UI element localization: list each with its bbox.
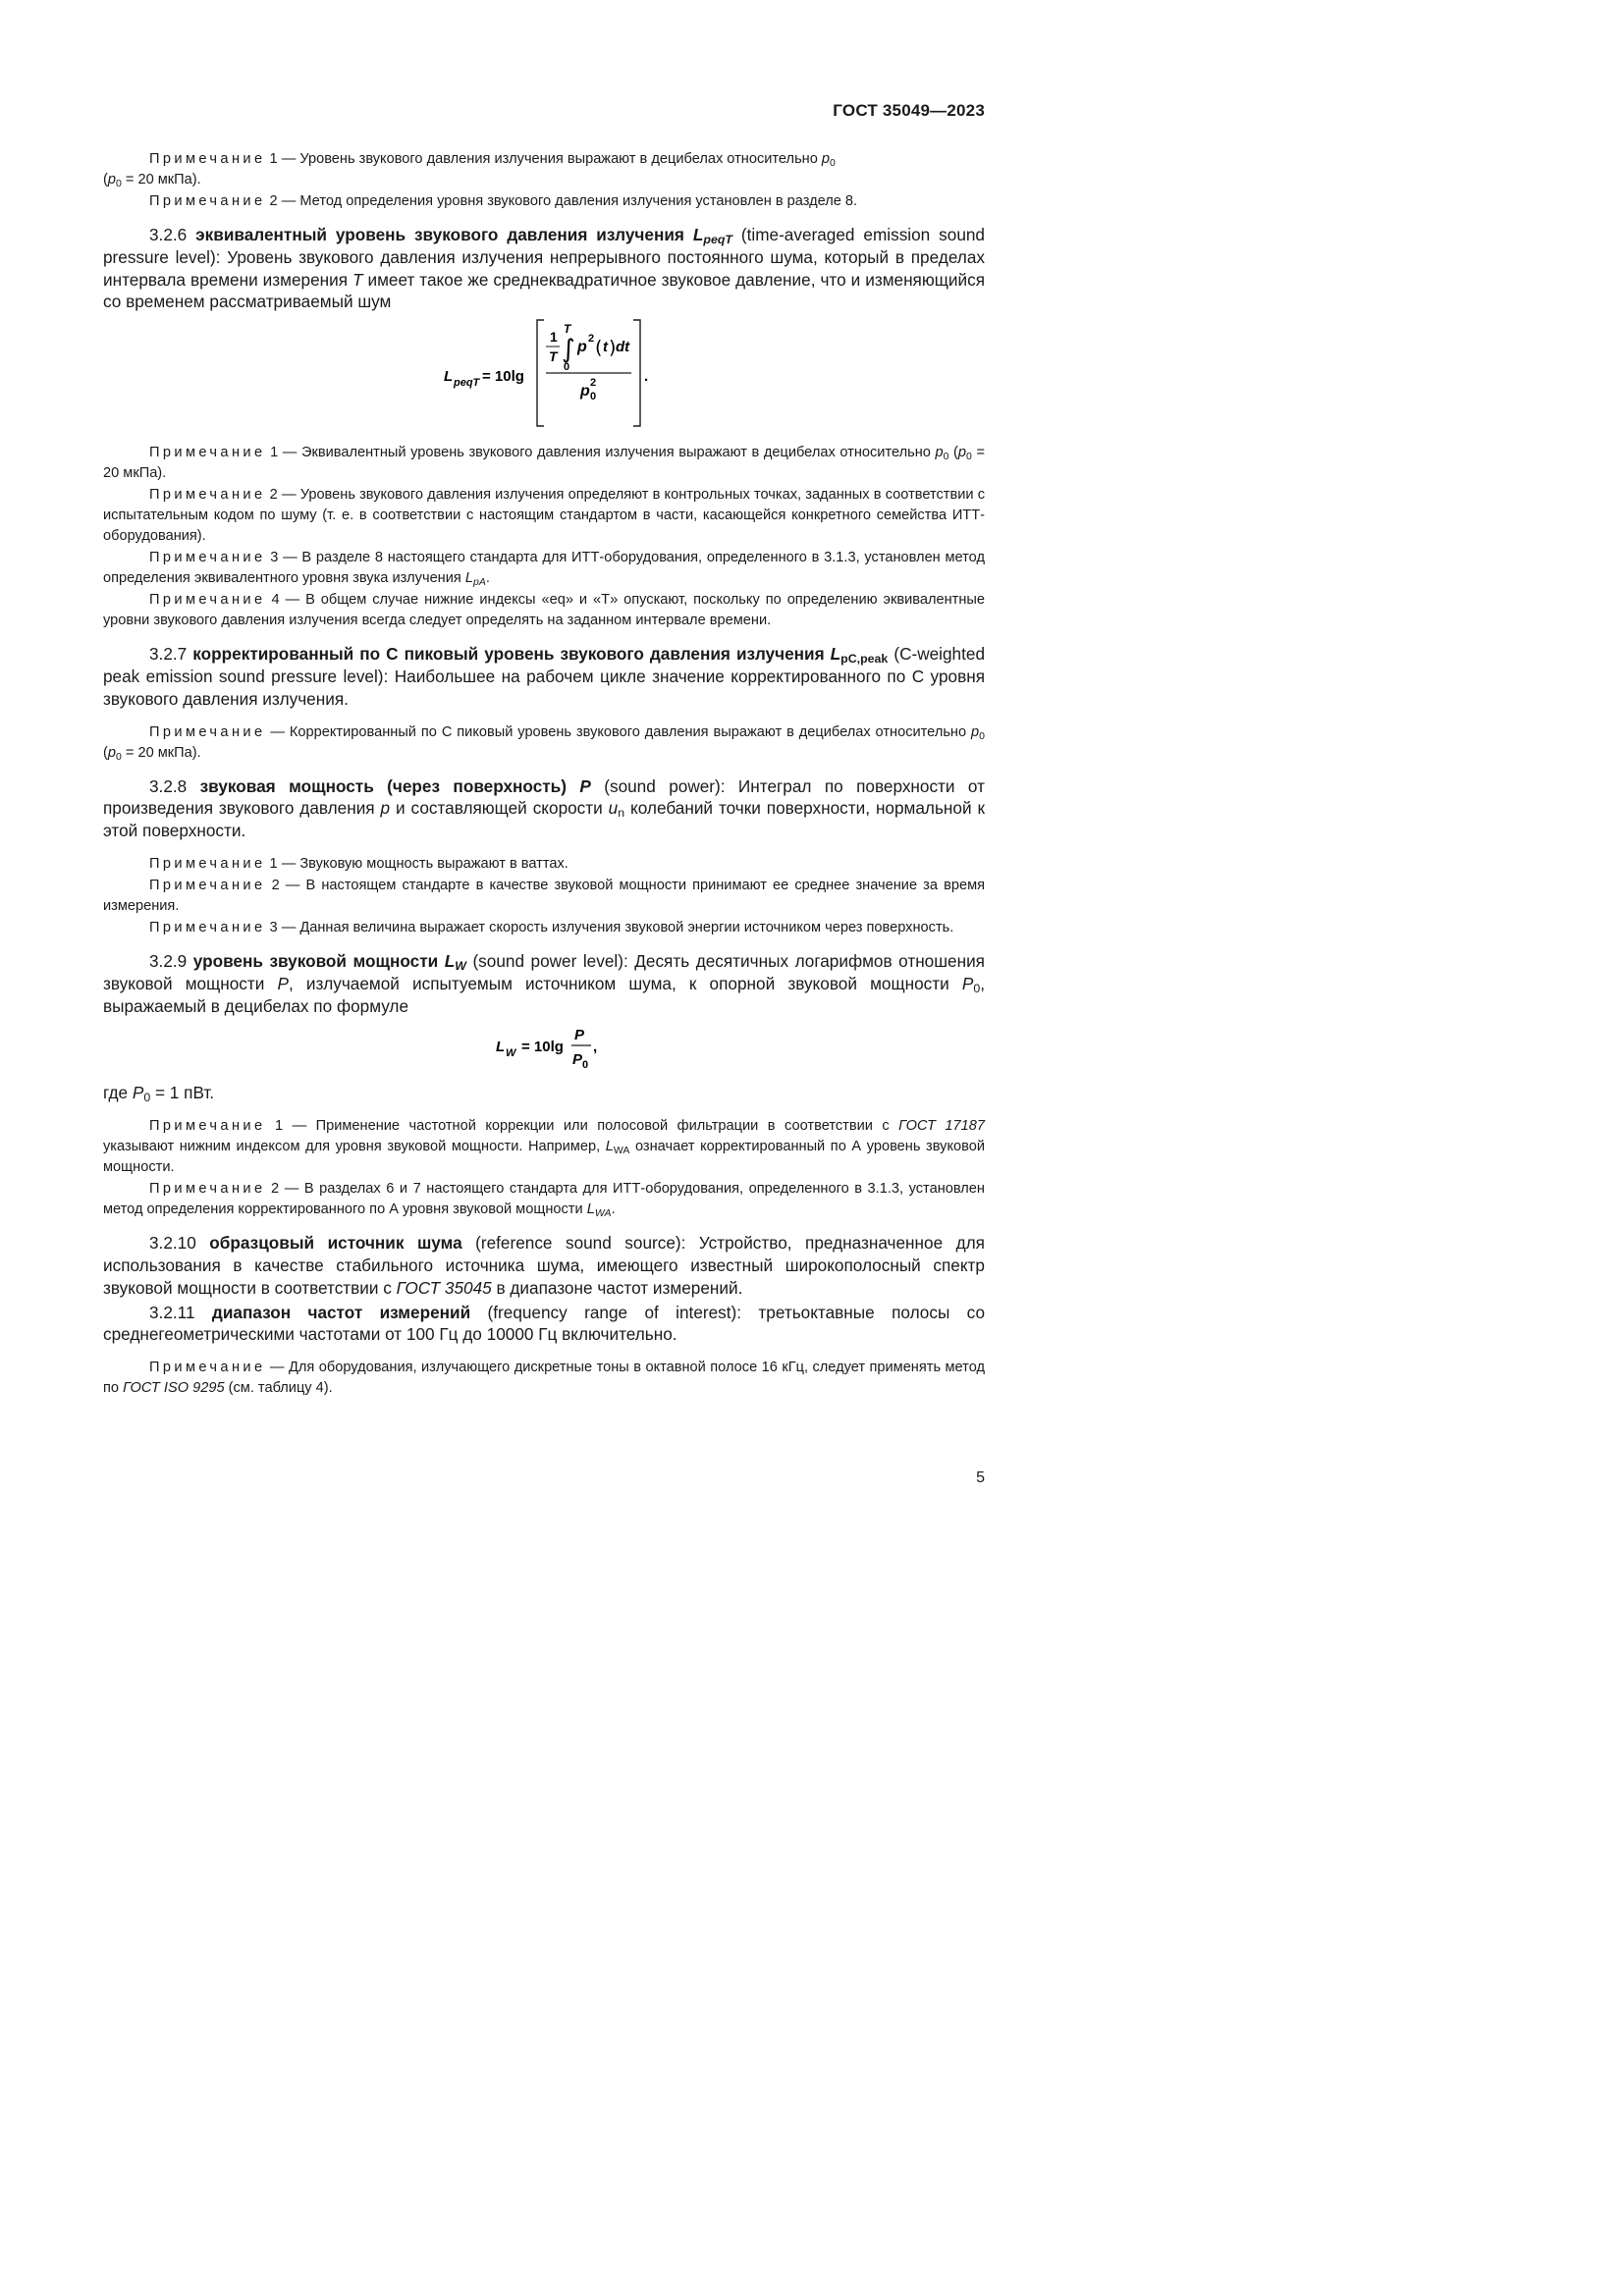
svg-text:t: t — [603, 339, 608, 356]
note: Примечание 2 — Уровень звукового давления излучения определяют в контрольных точках, заданных в соответствии с испытательным кодом по шуму (т. е. в соответствии с настоящим стандартом в части, касающейся конкретного семейства ИТТ-оборудования). — [103, 487, 985, 545]
svg-text:0: 0 — [582, 1059, 589, 1072]
note: Примечание 3 — В разделе 8 настоящего стандарта для ИТТ-оборудования, определенного в 3.1.3, установлен метод определения эквивалентного уровня звука излучения $L_{pA}$. — [103, 550, 985, 589]
svg-text:p: p — [580, 383, 590, 400]
note-label: Примечание — [149, 193, 266, 209]
term-title: диапазон частот измерений — [211, 1302, 471, 1322]
svg-text:p: p — [577, 339, 587, 356]
term-title: эквивалентный уровень звукового давления излучения — [195, 225, 684, 244]
svg-text:2: 2 — [588, 333, 595, 346]
document-header: ГОСТ 35049—2023 — [833, 101, 985, 120]
term-title: уровень звуковой мощности — [192, 950, 439, 971]
note: Примечание 3 — Данная величина выражает скорость излучения звуковой энергии источником через поверхность. — [149, 919, 954, 935]
svg-text:T: T — [564, 322, 571, 337]
term-3-2-11: 3.2.11 диапазон частот измерений (frequency range of interest): третьоктавные полосы со среднегеометрическими частотами от 100 Гц до 10000 Гц включительно. — [103, 1302, 986, 1345]
svg-text:0: 0 — [564, 361, 570, 374]
note: Примечание 2 — В разделах 6 и 7 настоящего стандарта для ИТТ-оборудования, определенного в 3.1.3, установлен метод определения корректированного по А уровня звуковой мощности $L_{WA}$. — [103, 1181, 985, 1220]
note-label: Примечание — [149, 855, 266, 872]
note: Примечание 1 — Эквивалентный уровень звукового давления излучения выражают в децибелах относительно $p_0$ ($p_0 = 20$ мкПа). — [103, 445, 985, 482]
svg-text:= 10lg: = 10lg — [482, 368, 524, 386]
term-number: 3.2.9 — [149, 950, 188, 971]
term-3-2-6: 3.2.6 эквивалентный уровень звукового давления излучения $L_{peqT}$ (time-averaged emission sound pressure level): Уровень звукового давления излучения непрерывного постоянного шума, который в пределах интервала времени измерения T имеет такое же среднеквадратичное звуковое давление, что и изменяющийся со временем рассматриваемый шум — [103, 225, 986, 312]
formula-sound-power-level — [103, 1019, 985, 1076]
term-number: 3.2.8 — [149, 775, 188, 796]
note-label: Примечание — [149, 1181, 266, 1198]
note-label: Примечание — [149, 919, 266, 935]
formula-equivalent-level — [103, 315, 985, 435]
note-label: Примечание — [149, 487, 266, 504]
term-number: 3.2.6 — [149, 225, 188, 244]
svg-text:peqT: peqT — [454, 377, 480, 390]
svg-text:1: 1 — [550, 329, 558, 346]
term-3-2-9: 3.2.9 уровень звуковой мощности $L_W$ (sound power level): Десять десятичных логарифмов отношения звуковой мощности P, излучаемой испытуемым источником шума, к опорной звуковой мощности $P_0$, выражаемый в децибелах по формуле — [103, 950, 985, 1016]
note: Примечание — Корректированный по С пиковый уровень звукового давления выражают в децибелах относительно $p_0$ ($p_0 = 20$ мкПа). — [103, 723, 985, 763]
term-title: звуковая мощность (через поверхность) — [199, 775, 567, 796]
where-clause: где $P_0 = 1$ пВт. — [103, 1083, 215, 1105]
svg-text:dt: dt — [616, 339, 630, 356]
term-3-2-10: 3.2.10 образцовый источник шума (reference sound source): Устройство, предназначенное для использования в качестве стабильного источника шума, имеющего известный широкополосный спектр звуковой мощности в соответствии с ГОСТ 35045 в диапазоне частот измерений. — [103, 1233, 985, 1298]
term-title: корректированный по С пиковый уровень звукового давления излучения — [192, 644, 825, 665]
term-number: 3.2.7 — [149, 644, 188, 665]
note-label: Примечание — [149, 877, 266, 893]
note-label: Примечание — [149, 723, 266, 740]
svg-text:): ) — [609, 337, 617, 359]
svg-text:W: W — [506, 1047, 516, 1060]
note-label: Примечание — [149, 592, 266, 609]
term-3-2-8: 3.2.8 звуковая мощность (через поверхность) P (sound power): Интеграл по поверхности от произведения звукового давления p и составляющей скорости $u_n$ колебаний точки поверхности, нормальной к этой поверхности. — [103, 775, 985, 841]
note: Примечание 1 — Звуковую мощность выражают в ваттах. — [149, 855, 568, 872]
term-number: 3.2.11 — [149, 1302, 195, 1322]
term-number: 3.2.10 — [149, 1233, 196, 1254]
page-number: 5 — [976, 1469, 985, 1486]
note: Примечание 1 — Уровень звукового давления излучения выражают в децибелах относительно $p_0$ ($p_0 = 20$ мкПа). — [103, 151, 836, 189]
svg-text:P: P — [574, 1027, 585, 1044]
note-label: Примечание — [149, 151, 266, 167]
page-content — [103, 149, 985, 1400]
svg-text:L: L — [444, 368, 454, 386]
note-label: Примечание — [149, 550, 266, 566]
svg-text:(: ( — [595, 337, 603, 359]
svg-text:.: . — [644, 368, 649, 386]
note-label: Примечание — [149, 1360, 266, 1376]
svg-text:P: P — [572, 1051, 583, 1069]
note-label: Примечание — [149, 445, 266, 461]
note: Примечание — Для оборудования, излучающего дискретные тоны в октавной полосе 16 кГц, следует применять метод по ГОСТ ISO 9295 (см. таблицу 4). — [103, 1360, 985, 1397]
svg-text:L: L — [496, 1039, 506, 1056]
svg-text:0: 0 — [590, 391, 597, 403]
note: Примечание 1 — Применение частотной коррекции или полосовой фильтрации в соответствии с ГОСТ 17187 указывают нижним индексом для уровня звуковой мощности. Например, $L_{WA}$ означает корректированный по А уровень звуковой мощности. — [103, 1118, 985, 1176]
term-title: образцовый источник шума — [209, 1233, 462, 1254]
note: Примечание 4 — В общем случае нижние индексы «eq» и «T» опускают, поскольку по определению эквивалентные уровни звукового давления излучения всегда следует определять на заданном интервале времени. — [103, 592, 985, 629]
svg-text:2: 2 — [590, 377, 597, 390]
note: Примечание 2 — Метод определения уровня звукового давления излучения установлен в разделе 8. — [149, 193, 858, 209]
term-3-2-7: 3.2.7 корректированный по С пиковый уровень звукового давления излучения $L_{pC,peak}$ (C-weighted peak emission sound pressure level): Наибольшее на рабочем цикле значение корректированного по С уровня звукового давления излучения. — [103, 644, 986, 709]
svg-text:= 10lg: = 10lg — [521, 1039, 564, 1056]
note: Примечание 2 — В настоящем стандарте в качестве звуковой мощности принимают ее среднее значение за время измерения. — [103, 877, 985, 914]
svg-text:,: , — [593, 1039, 598, 1056]
note-label: Примечание — [149, 1118, 266, 1135]
svg-text:∫: ∫ — [562, 335, 575, 365]
svg-text:T: T — [549, 348, 558, 365]
